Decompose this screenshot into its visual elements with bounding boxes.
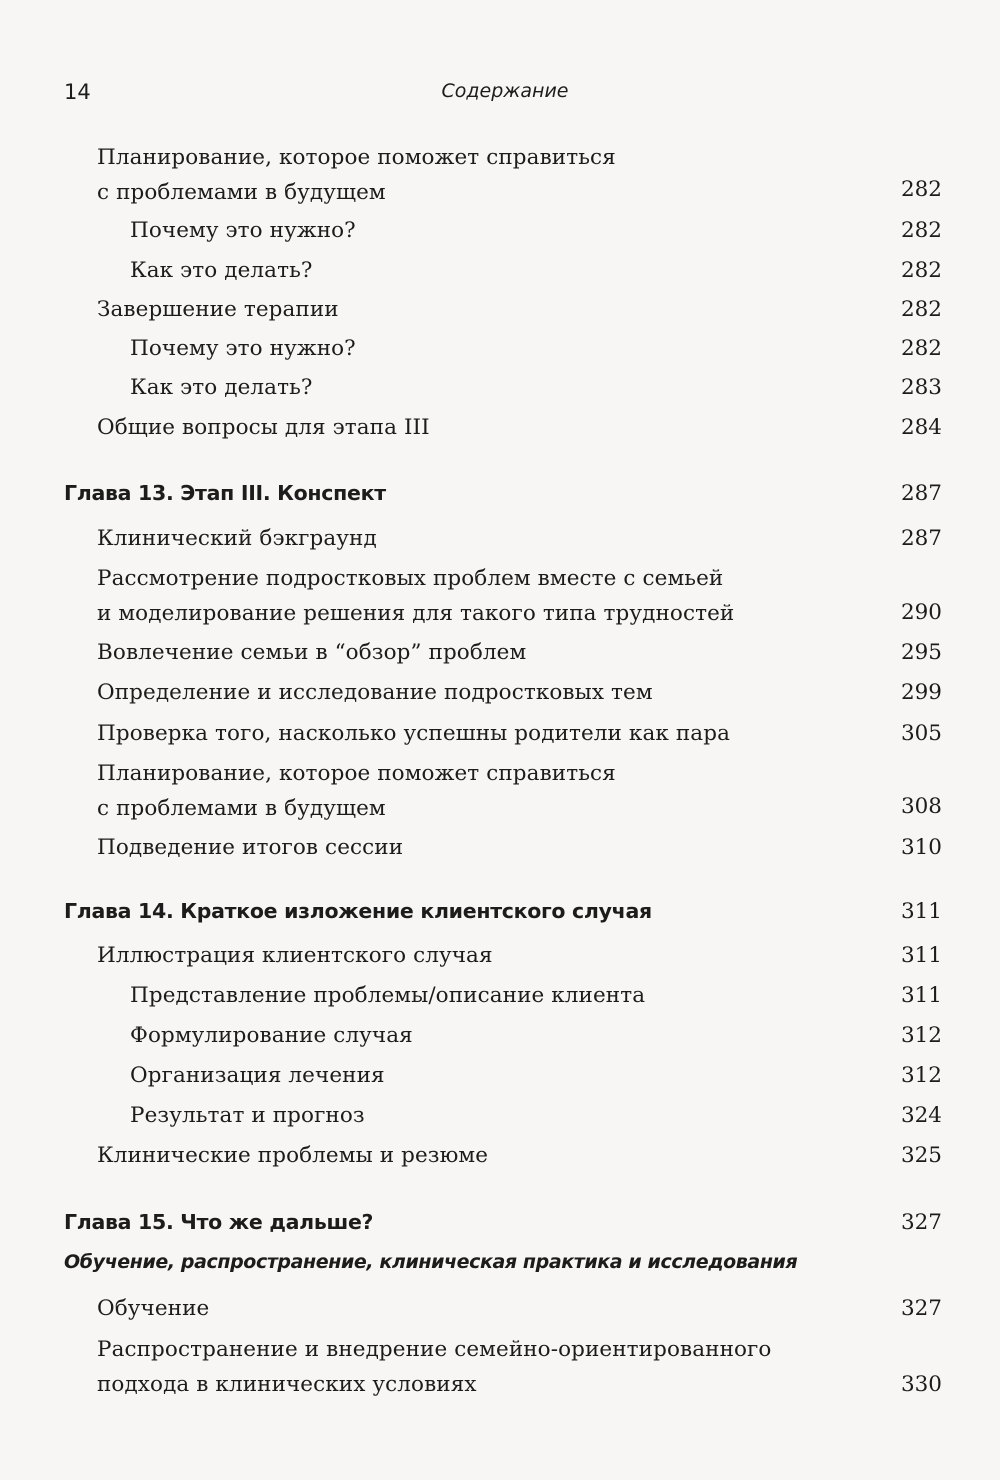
page-number: 14 [64,80,91,104]
toc-page-number: 282 [900,336,942,361]
toc-entry-title: Клинический бэкграунд [97,526,377,551]
toc-page-number: 324 [900,1103,942,1128]
toc-page-number: 299 [900,680,942,705]
toc-page-number: 308 [900,794,942,819]
toc-entry-title: Клинические проблемы и резюме [97,1143,489,1168]
toc-entry-title: Распространение и внедрение семейно-ориентированного [97,1337,772,1362]
toc-page-number: 305 [900,721,942,746]
toc-entry-title: Подведение итогов сессии [97,835,404,860]
toc-page-number: 282 [900,177,942,202]
toc-entry-title: Завершение терапии [97,297,339,322]
toc-page-number: 327 [900,1296,942,1321]
toc-page-number: 311 [900,983,942,1008]
chapter-title: Глава 15. Что же дальше? [64,1210,374,1234]
toc-page-number: 311 [900,899,942,924]
toc-entry-title: подхода в клинических условиях [97,1372,477,1397]
toc-page-number: 312 [900,1063,942,1088]
toc-entry-title: Вовлечение семьи в “обзор” проблем [97,640,527,665]
toc-page-number: 282 [900,258,942,283]
toc-entry-title: Результат и прогноз [130,1103,365,1128]
chapter-subtitle: Обучение, распространение, клиническая практика и исследования [64,1251,798,1273]
toc-entry-title: Проверка того, насколько успешны родители как пара [97,721,730,746]
toc-page-number: 311 [900,943,942,968]
toc-page-number: 330 [900,1372,942,1397]
toc-entry-title: и моделирование решения для такого типа трудностей [97,601,735,626]
toc-page-number: 287 [900,526,942,551]
toc-entry-title: Рассмотрение подростковых проблем вместе с семьей [97,566,724,591]
toc-page-number: 327 [900,1210,942,1235]
toc-entry-title: Почему это нужно? [130,218,356,243]
toc-page-number: 282 [900,297,942,322]
toc-page-number: 325 [900,1143,942,1168]
toc-entry-title: с проблемами в будущем [97,796,386,821]
toc-entry-title: Как это делать? [130,375,313,400]
running-head: Содержание [441,80,569,102]
toc-entry-title: Почему это нужно? [130,336,356,361]
toc-page-number: 284 [900,415,942,440]
toc-entry-title: Обучение [97,1296,210,1321]
toc-entry-title: Организация лечения [130,1063,385,1088]
toc-entry-title: Планирование, которое поможет справиться [97,761,616,786]
toc-entry-title: Как это делать? [130,258,313,283]
toc-page-number: 283 [900,375,942,400]
toc-entry-title: Общие вопросы для этапа III [97,415,430,440]
toc-page-number: 287 [900,481,942,506]
toc-page-number: 295 [900,640,942,665]
chapter-title: Глава 13. Этап III. Конспект [64,481,386,505]
toc-entry-title: с проблемами в будущем [97,180,386,205]
toc-page-number: 310 [900,835,942,860]
chapter-title: Глава 14. Краткое изложение клиентского случая [64,899,652,923]
toc-entry-title: Определение и исследование подростковых тем [97,680,653,705]
toc-page-number: 290 [900,600,942,625]
toc-entry-title: Иллюстрация клиентского случая [97,943,493,968]
toc-page-number: 312 [900,1023,942,1048]
toc-entry-title: Планирование, которое поможет справиться [97,145,616,170]
toc-entry-title: Представление проблемы/описание клиента [130,983,646,1008]
toc-page-number: 282 [900,218,942,243]
toc-entry-title: Формулирование случая [130,1023,413,1048]
